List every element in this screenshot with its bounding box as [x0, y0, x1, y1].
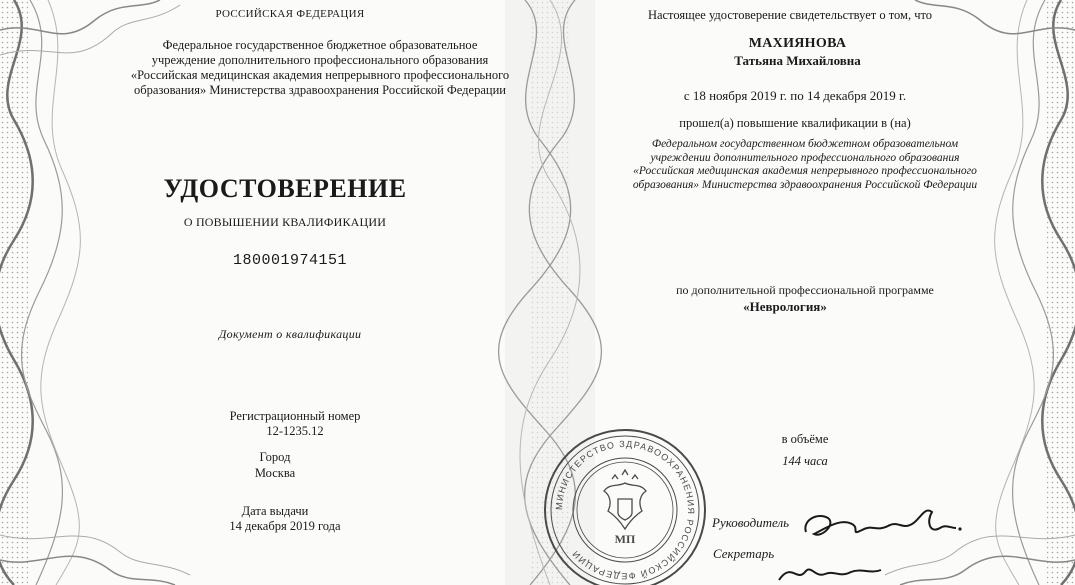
- issue-date-label: Дата выдачи: [241, 504, 309, 518]
- program-name: «Неврология»: [743, 299, 827, 314]
- training-institution: [605, 138, 1005, 192]
- program-label: по дополнительной профессиональной программе: [676, 283, 934, 297]
- holder-surname: МАХИЯНОВА: [748, 36, 847, 51]
- official-seal: [540, 425, 710, 585]
- document-title: УДОСТОВЕРЕНИЕ: [163, 174, 407, 203]
- secretary-signature-label: Секретарь: [713, 546, 775, 561]
- head-signature: [800, 498, 965, 546]
- seal-ring-text: МИНИСТЕРСТВО ЗДРАВООХРАНЕНИЯ РОССИЙСКОЙ ФЕДЕРАЦИИ: [553, 438, 697, 582]
- svg-text:МИНИСТЕРСТВО ЗДРАВООХРАНЕНИЯ Р: [554, 439, 696, 581]
- seal-center-text: МП: [614, 532, 636, 546]
- organization-line: учреждение дополнительного профессионального образования: [151, 53, 489, 67]
- document-type: Документ о квалификации: [218, 327, 362, 341]
- country-header: РОССИЙСКАЯ ФЕДЕРАЦИЯ: [215, 8, 365, 20]
- training-period: с 18 ноября 2019 г. по 14 декабря 2019 г.: [683, 88, 907, 103]
- document-subtitle: О ПОВЫШЕНИИ КВАЛИФИКАЦИИ: [183, 215, 387, 229]
- organization-line: Федеральное государственное бюджетное образовательное: [162, 38, 478, 52]
- city-label: Город: [259, 450, 291, 464]
- institution-line: учреждении дополнительного профессионального образования: [650, 151, 960, 164]
- issue-date: 14 декабря 2019 года: [229, 519, 341, 533]
- secretary-signature: [775, 556, 885, 585]
- coat-of-arms-icon: [604, 470, 646, 529]
- volume-label: в объёме: [781, 432, 829, 446]
- head-signature-label: Руководитель: [712, 515, 790, 530]
- completion-statement: прошел(а) повышение квалификации в (на): [679, 116, 911, 130]
- institution-line: образования» Министерства здравоохранения Российской Федерации: [632, 178, 978, 191]
- city: Москва: [254, 466, 296, 480]
- organization-line: «Российская медицинская академия непрерывного профессионального: [130, 68, 510, 82]
- institution-line: «Российская медицинская академия непрерывного профессионального: [633, 165, 977, 177]
- registration-number-label: Регистрационный номер: [229, 409, 361, 423]
- issuing-organization: [110, 38, 530, 98]
- holder-given-names: Татьяна Михайловна: [734, 53, 861, 68]
- institution-line: Федеральном государственном бюджетном образовательном: [651, 138, 959, 150]
- volume-hours: 144 часа: [782, 454, 828, 468]
- document-number: 180001974151: [232, 252, 348, 269]
- certificate-intro: Настоящее удостоверение свидетельствует о том, что: [647, 8, 933, 22]
- organization-line: образования» Министерства здравоохранения Российской Федерации: [134, 83, 506, 97]
- registration-number: 12-1235.12: [266, 424, 324, 438]
